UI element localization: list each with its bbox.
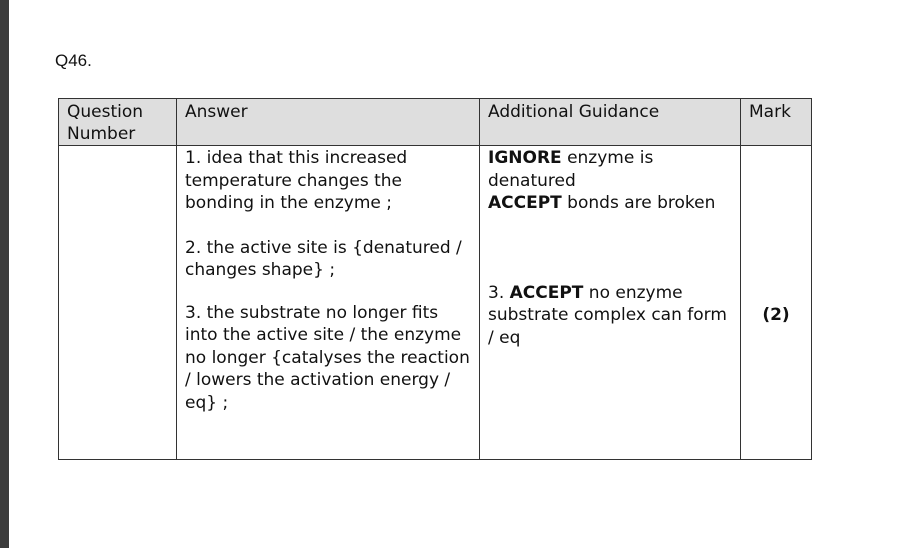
question-label: Q46. (55, 51, 92, 70)
answer-point-2: 2. the active site is {denatured / changes shape} ; (185, 237, 462, 280)
question-number-value (59, 146, 176, 147)
accept-keyword-2: ACCEPT (509, 282, 584, 303)
answer-point-1: 1. idea that this increased temperature changes the bonding in the enzyme ; (185, 148, 408, 213)
table-row (59, 146, 812, 460)
accept-text-2: no enzyme substrate complex can form / eq (488, 282, 727, 348)
mark-cell (741, 146, 812, 460)
ignore-keyword: IGNORE (488, 148, 562, 168)
mark-scheme-table (58, 98, 812, 460)
accept-text-1: bonds are broken (561, 193, 716, 213)
guidance-cell (480, 146, 741, 460)
guidance-accept-complex (488, 282, 732, 350)
header-answer: Answer (177, 99, 480, 146)
accept-keyword-1: ACCEPT (488, 193, 562, 213)
question-number-cell (59, 146, 177, 460)
ignore-text: enzyme is denatured (488, 148, 654, 191)
mark-value: (2) (762, 305, 790, 325)
answer-point-3: 3. the substrate no longer fits into the active site / the enzyme no longer {catalyses the reaction / lowers the activation energy / eq} ; (185, 302, 470, 413)
accept-prefix-2: 3. (488, 282, 510, 303)
header-row (59, 99, 812, 146)
header-mark: Mark (741, 99, 812, 146)
window-left-edge (0, 0, 9, 548)
header-question-number: Question Number (59, 99, 177, 146)
guidance-accept-bonds (488, 192, 732, 215)
header-additional-guidance: Additional Guidance (480, 99, 741, 146)
answer-cell (177, 146, 480, 460)
guidance-ignore (488, 147, 732, 192)
